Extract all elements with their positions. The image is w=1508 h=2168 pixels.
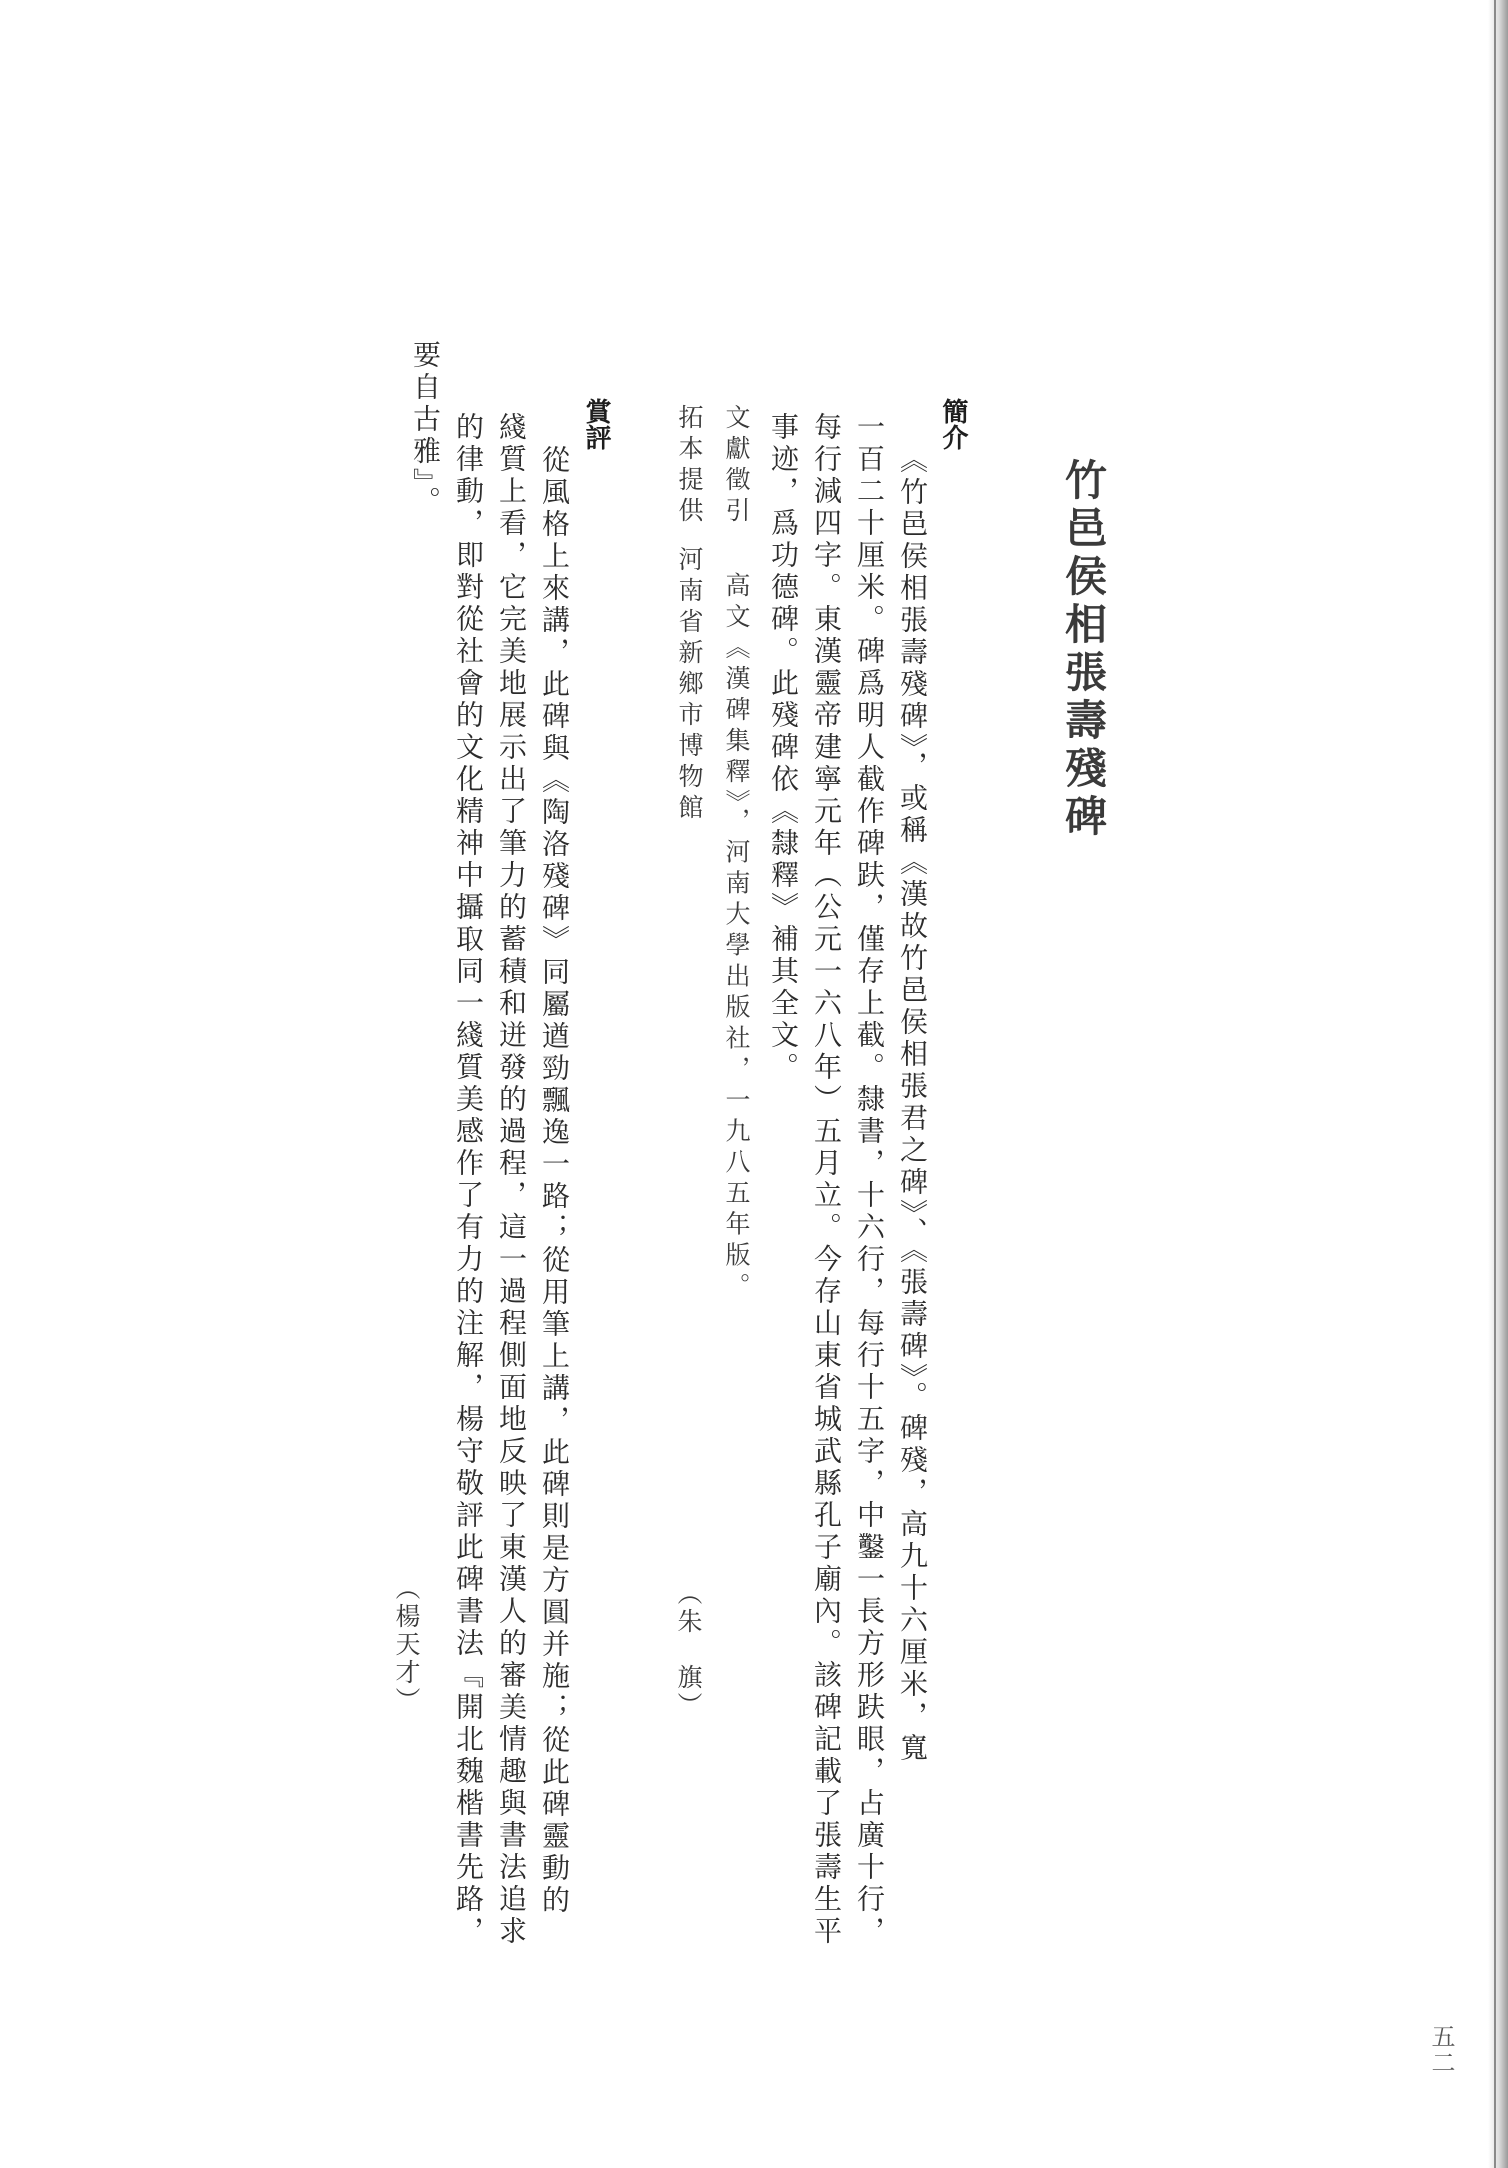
review-line-4: 要自古雅』。 — [409, 340, 442, 518]
reference-label: 文獻徵引 — [722, 404, 751, 528]
page-edge-shadow — [1488, 0, 1508, 2168]
page-edge-line — [1494, 0, 1496, 2168]
rubbing-label: 拓本提供 — [675, 404, 704, 528]
review-line-1: 從風格上來講，此碑與《陶洛殘碑》同屬遒勁飄逸一路；從用筆上講，此碑則是方圓并施；從此碑靈動的 — [538, 445, 571, 1917]
review-author: （楊天才） — [392, 1575, 421, 1715]
reference-text: 高文《漢碑集釋》，河南大學出版社，一九八五年版。 — [722, 572, 751, 1304]
rubbing-line — [677, 404, 702, 825]
review-line-3: 的律動，即對從社會的文化精神中攝取同一綫質美感作了有力的注解，楊守敬評此碑書法『開北魏楷書先路， — [452, 412, 485, 1948]
intro-line-2: 一百二十厘米。碑爲明人截作碑趺，僅存上截。隸書，十六行，每行十五字，中鑿一長方形趺眼，占廣十行， — [853, 412, 886, 1948]
intro-author: （朱 旗） — [674, 1580, 703, 1720]
intro-line-3: 每行減四字。東漢靈帝建寧元年（公元一六八年）五月立。今存山東省城武縣孔子廟內。該碑記載了張壽生平 — [810, 412, 843, 1948]
intro-line-4: 事迹，爲功德碑。此殘碑依《隸釋》補其全文。 — [767, 412, 800, 1084]
intro-line-1: 《竹邑侯相張壽殘碑》，或稱《漢故竹邑侯相張君之碑》、《張壽碑》。碑殘，高九十六厘米，寬 — [896, 445, 929, 1765]
page-title: 竹邑侯相張壽殘碑 — [1059, 458, 1108, 842]
rubbing-text: 河南省新鄉市博物館 — [675, 546, 704, 825]
review-line-2: 綫質上看，它完美地展示出了筆力的蓄積和迸發的過程，這一過程側面地反映了東漢人的審美情趣與書法追求 — [495, 412, 528, 1948]
page-number: 五二 — [1427, 2024, 1455, 2076]
review-heading: 賞評 — [581, 398, 611, 450]
intro-heading: 簡介 — [938, 398, 968, 450]
reference-line — [724, 404, 749, 1304]
